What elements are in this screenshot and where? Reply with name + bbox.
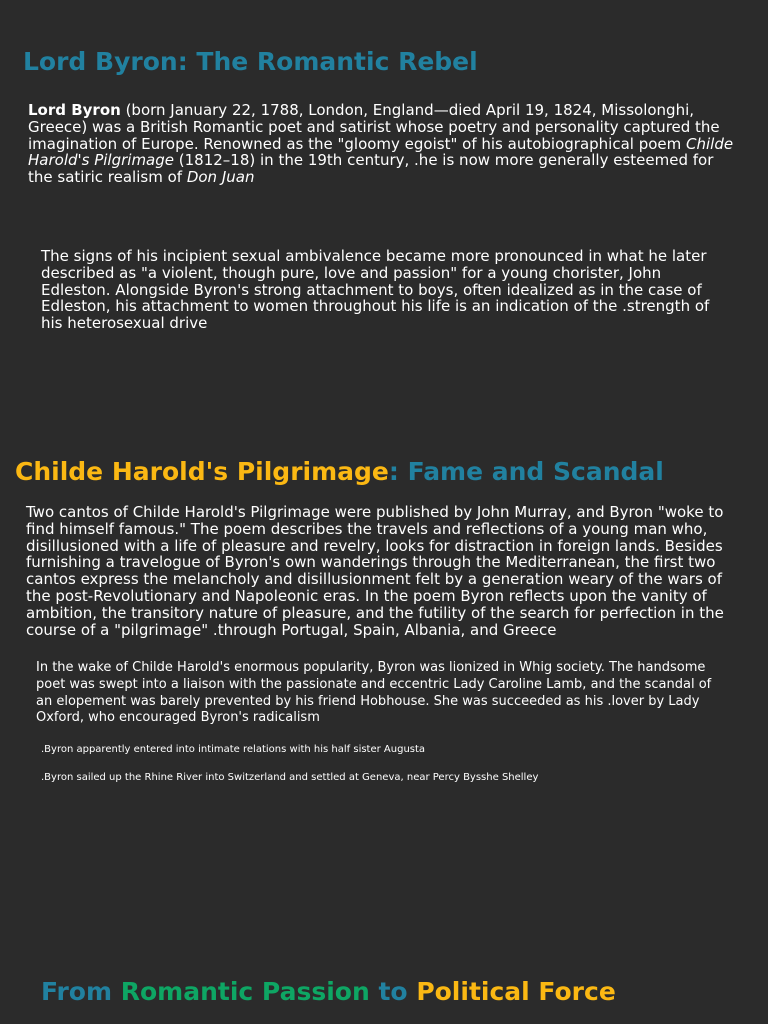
section-title-political-force (41, 977, 616, 1007)
title-romantic-passion: Romantic Passion (120, 977, 370, 1006)
note-augusta: .Byron apparently entered into intimate relations with his half sister Augusta (41, 744, 426, 755)
note-geneva: .Byron sailed up the Rhine River into Switzerland and settled at Geneva, near Percy Bysshe Shelley (41, 772, 539, 783)
sexual-ambivalence-paragraph: The signs of his incipient sexual ambivalence became more pronounced in what he later described as "a violent, though pure, love and passion" for a young chorister, John Edleston. Alongside Byron's strong attachment to boys, often idealized as in the case of Edleston, his attachment to women throughout his life is an indication of the .strength of his heterosexual drive (41, 247, 710, 333)
intro-text-b: (1812–18) in the 19th century, .he is now more generally esteemed for the satiric realism of (28, 151, 714, 187)
title-word-to: to (369, 977, 417, 1006)
title-political-force: Political Force (416, 977, 616, 1006)
work-title-don-juan: Don Juan (186, 168, 255, 187)
byron-name: Lord Byron (28, 101, 121, 119)
intro-text-a: (born January 22, 1788, London, England—died April 19, 1824, Missolonghi, Greece) was a British Romantic poet and satirist whose poetry and personality captured the imagination of Europe. Renowned as the "gloomy egoist" of his autobiographical poem (28, 101, 720, 153)
section-title-part-work: Childe Harold's Pilgrimage (15, 457, 389, 486)
section-title-romantic-rebel: Lord Byron: The Romantic Rebel (23, 47, 478, 76)
work-title-childe-harold: Childe Harold's Pilgrimage (28, 134, 734, 170)
section-title-fame-scandal (15, 457, 664, 487)
childe-harold-paragraph: Two cantos of Childe Harold's Pilgrimage were published by John Murray, and Byron "woke to find himself famous." The poem describes the travels and reflections of a young man who, disillusioned with a life of pleasure and revelry, looks for distraction in foreign lands. Besides furnishing a travelogue of Byron's own wanderings through the Mediterranean, the first two cantos express the melancholy and disillusionment felt by a generation weary of the wars of the post-Revolutionary and Napoleonic eras. In the poem Byron reflects upon the vanity of ambition, the transitory nature of pleasure, and the futility of the search for perfection in the course of a "pilgrimage" .through Portugal, Spain, Albania, and Greece (26, 503, 724, 639)
title-word-from: From (41, 977, 121, 1006)
whig-society-paragraph: In the wake of Childe Harold's enormous popularity, Byron was lionized in Whig society. The handsome poet was swept into a liaison with the passionate and eccentric Lady Caroline Lamb, and the scandal of an elopement was barely prevented by his friend Hobhouse. She was succeeded as his .lover by Lady Oxford, who encouraged Byron's radicalism (36, 660, 712, 726)
intro-paragraph (28, 102, 734, 186)
section-title-part-theme: : Fame and Scandal (388, 457, 664, 486)
